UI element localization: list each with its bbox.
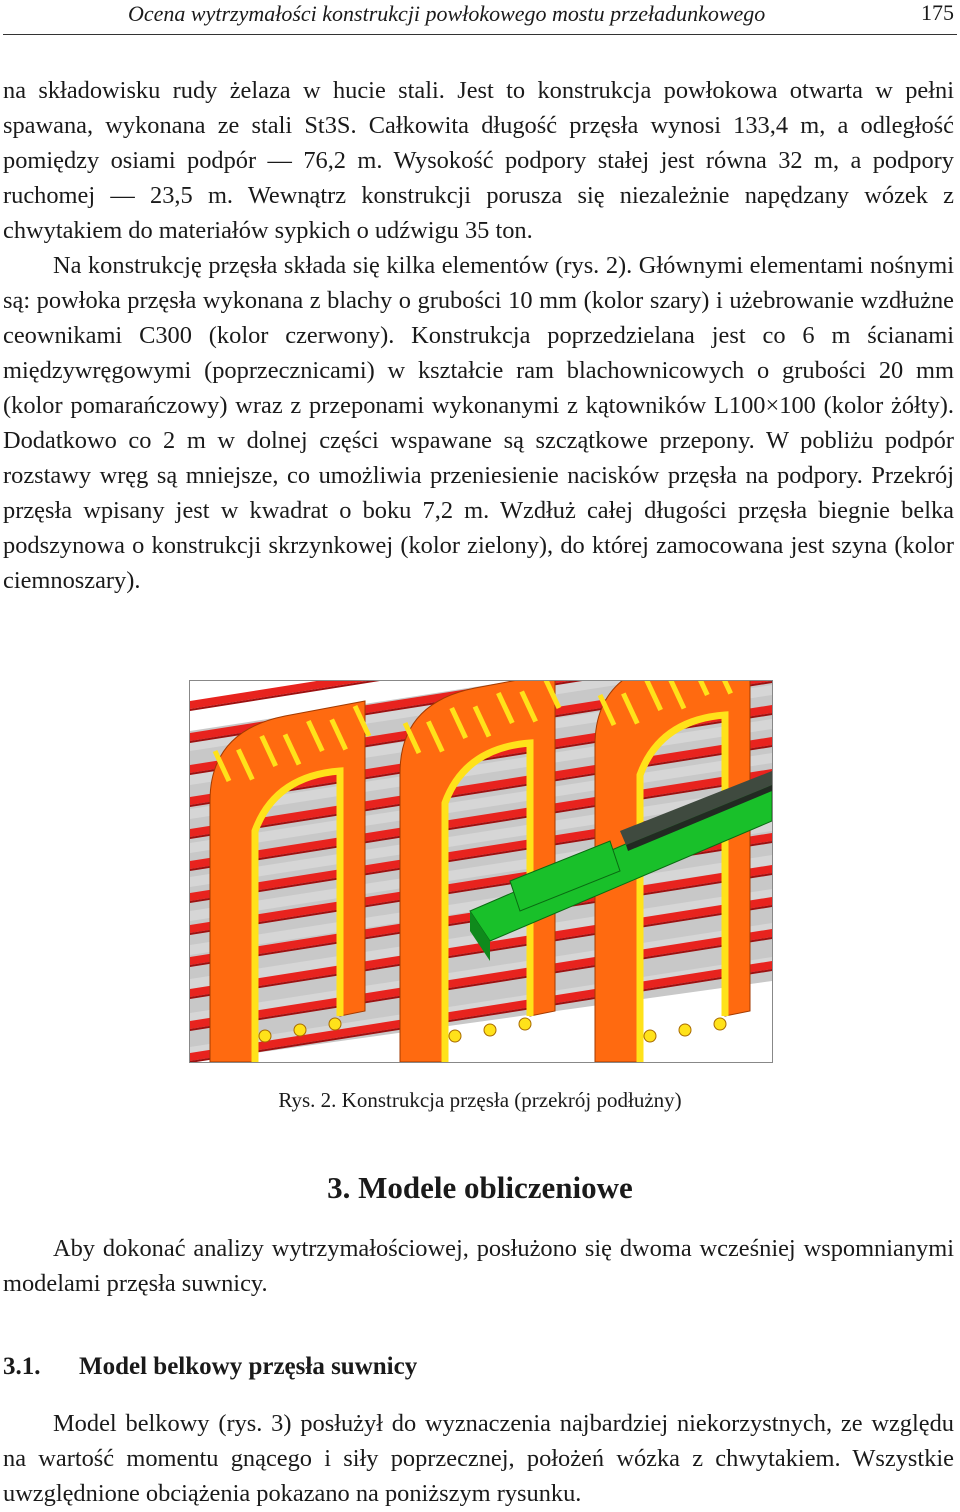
subsection-paragraph: Model belkowy (rys. 3) posłużył do wyznaczenia najbardziej niekorzystnych, ze względu na wartość momentu gnącego i siły poprzecznej, położeń wózka z chwytakiem. Wszystkie uwzględnione obciążenia pokazano na poniższym rysunku.	[3, 1410, 954, 1507]
header-rule	[3, 34, 957, 35]
bracket	[644, 1030, 656, 1042]
span-structure-illustration	[190, 681, 772, 1062]
figure-caption: Rys. 2. Konstrukcja przęsła (przekrój podłużny)	[278, 1088, 682, 1112]
bracket	[484, 1024, 496, 1036]
figure-span-structure	[189, 680, 773, 1063]
bracket	[259, 1030, 271, 1042]
intro-text	[3, 73, 954, 598]
bracket	[679, 1024, 691, 1036]
subsection-text	[3, 1406, 954, 1511]
running-title: Ocena wytrzymałości konstrukcji powłokowego mostu przeładunkowego	[128, 1, 766, 26]
section-text	[3, 1231, 954, 1301]
subsection-title: Model belkowy przęsła suwnicy	[79, 1353, 418, 1380]
subsection-number: 3.1.	[3, 1353, 41, 1380]
bracket	[449, 1030, 461, 1042]
bracket	[329, 1018, 341, 1030]
bracket	[714, 1018, 726, 1030]
page-header	[0, 0, 960, 40]
bracket	[519, 1018, 531, 1030]
section-paragraph: Aby dokonać analizy wytrzymałościowej, posłużono się dwoma wcześniej wspomnianymi modelami przęsła suwnicy.	[3, 1235, 954, 1297]
bracket	[294, 1024, 306, 1036]
subsection-heading	[3, 1350, 417, 1384]
section-heading: 3. Modele obliczeniowe	[327, 1170, 633, 1205]
paragraph-continued: na składowisku rudy żelaza w hucie stali. Jest to konstrukcja powłokowa otwarta w pełni spawana, wykonana ze stali St3S. Całkowita długość przęsła wynosi 133,4 m, a odległość pomiędzy osiami podpór — 76,2 m. Wysokość podpory stałej jest równa 32 m, a podpory ruchomej — 23,5 m. Wewnątrz konstrukcji porusza się niezależnie napędzany wózek z chwytakiem do materiałów sypkich o udźwigu 35 ton.	[3, 77, 954, 244]
page-number: 175	[921, 0, 954, 25]
paragraph-structure: Na konstrukcję przęsła składa się kilka elementów (rys. 2). Głównymi elementami nośnymi są: powłoka przęsła wykonana z blachy o grubości 10 mm (kolor szary) i użebrowanie wzdłużne ceownikami C300 (kolor czerwony). Konstrukcja poprzedzielana jest co 6 m ścianami międzywręgowymi (poprzecznicami) w kształcie ram blachownicowych o grubości 20 mm (kolor pomarańczowy) wraz z przeponami wykonanymi z kątowników L100×100 (kolor żółty). Dodatkowo co 2 m w dolnej części wspawane są szczątkowe przepony. W pobliżu podpór rozstawy wręg są mniejsze, co umożliwia przeniesienie nacisków przęsła na podpory. Przekrój przęsła wpisany jest w kwadrat o boku 7,2 m. Wzdłuż całej długości przęsła biegnie belka podszynowa o konstrukcji skrzynkowej (kolor zielony), do której zamocowana jest szyna (kolor ciemnoszary).	[3, 252, 954, 594]
